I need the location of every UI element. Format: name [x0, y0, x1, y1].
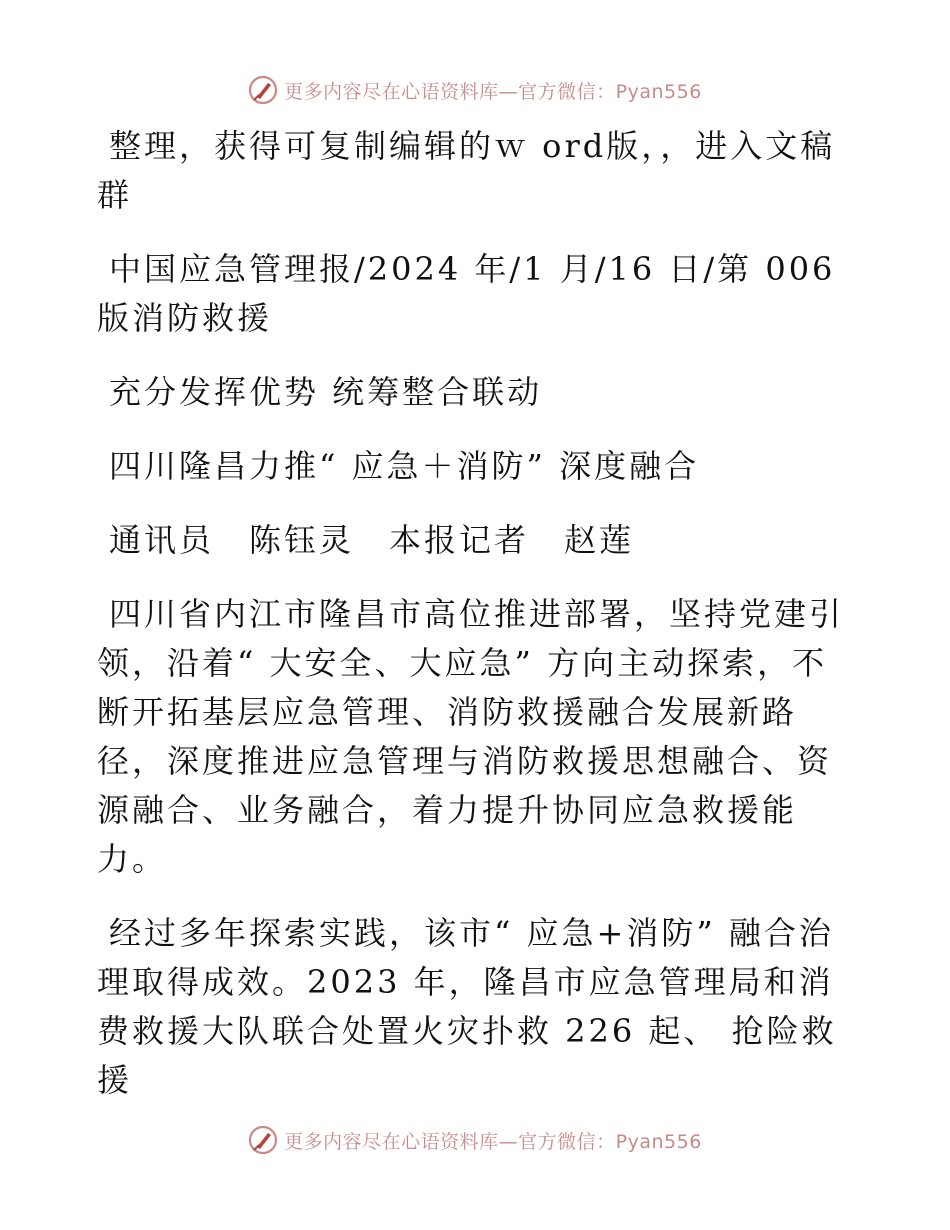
article-headline: 充分发挥优势 统筹整合联动	[109, 373, 543, 411]
body-paragraph: 经过多年探索实践，该市“ 应急+消防” 融合治理取得成效。2023 年，隆昌市应急管理局和消费救援大队联合处置火灾扑救 226 起、 抢险救援	[97, 914, 837, 1099]
quill-logo-icon	[248, 1125, 278, 1155]
watermark-text: 更多内容尽在心语资料库—官方微信：Pyan556	[284, 80, 702, 103]
footer-watermark	[0, 1122, 950, 1158]
source-line: 中国应急管理报/2024 年/1 月/16 日/第 006 版消防救援	[97, 250, 836, 337]
intro-paragraph: 整理，获得可复制编辑的ｗ ord版，，进入文稿群	[97, 127, 836, 214]
watermark-text: 更多内容尽在心语资料库—官方微信：Pyan556	[284, 1130, 702, 1153]
body-paragraph: 四川省内江市隆昌市高位推进部署，坚持党建引领，沿着“ 大安全、大应急” 方向主动探索，不断开拓基层应急管理、消防救援融合发展新路径，深度推进应急管理与消防救援思想融合、资源融合、业务融合，着力提升协同应急救援能力。	[97, 595, 845, 878]
document-body	[97, 122, 857, 1130]
quill-logo-icon	[248, 75, 278, 105]
byline: 通讯员 陈钰灵 本报记者 赵莲	[109, 521, 635, 559]
header-watermark	[0, 72, 950, 108]
article-subheadline: 四川隆昌力推“ 应急＋消防” 深度融合	[109, 447, 700, 485]
